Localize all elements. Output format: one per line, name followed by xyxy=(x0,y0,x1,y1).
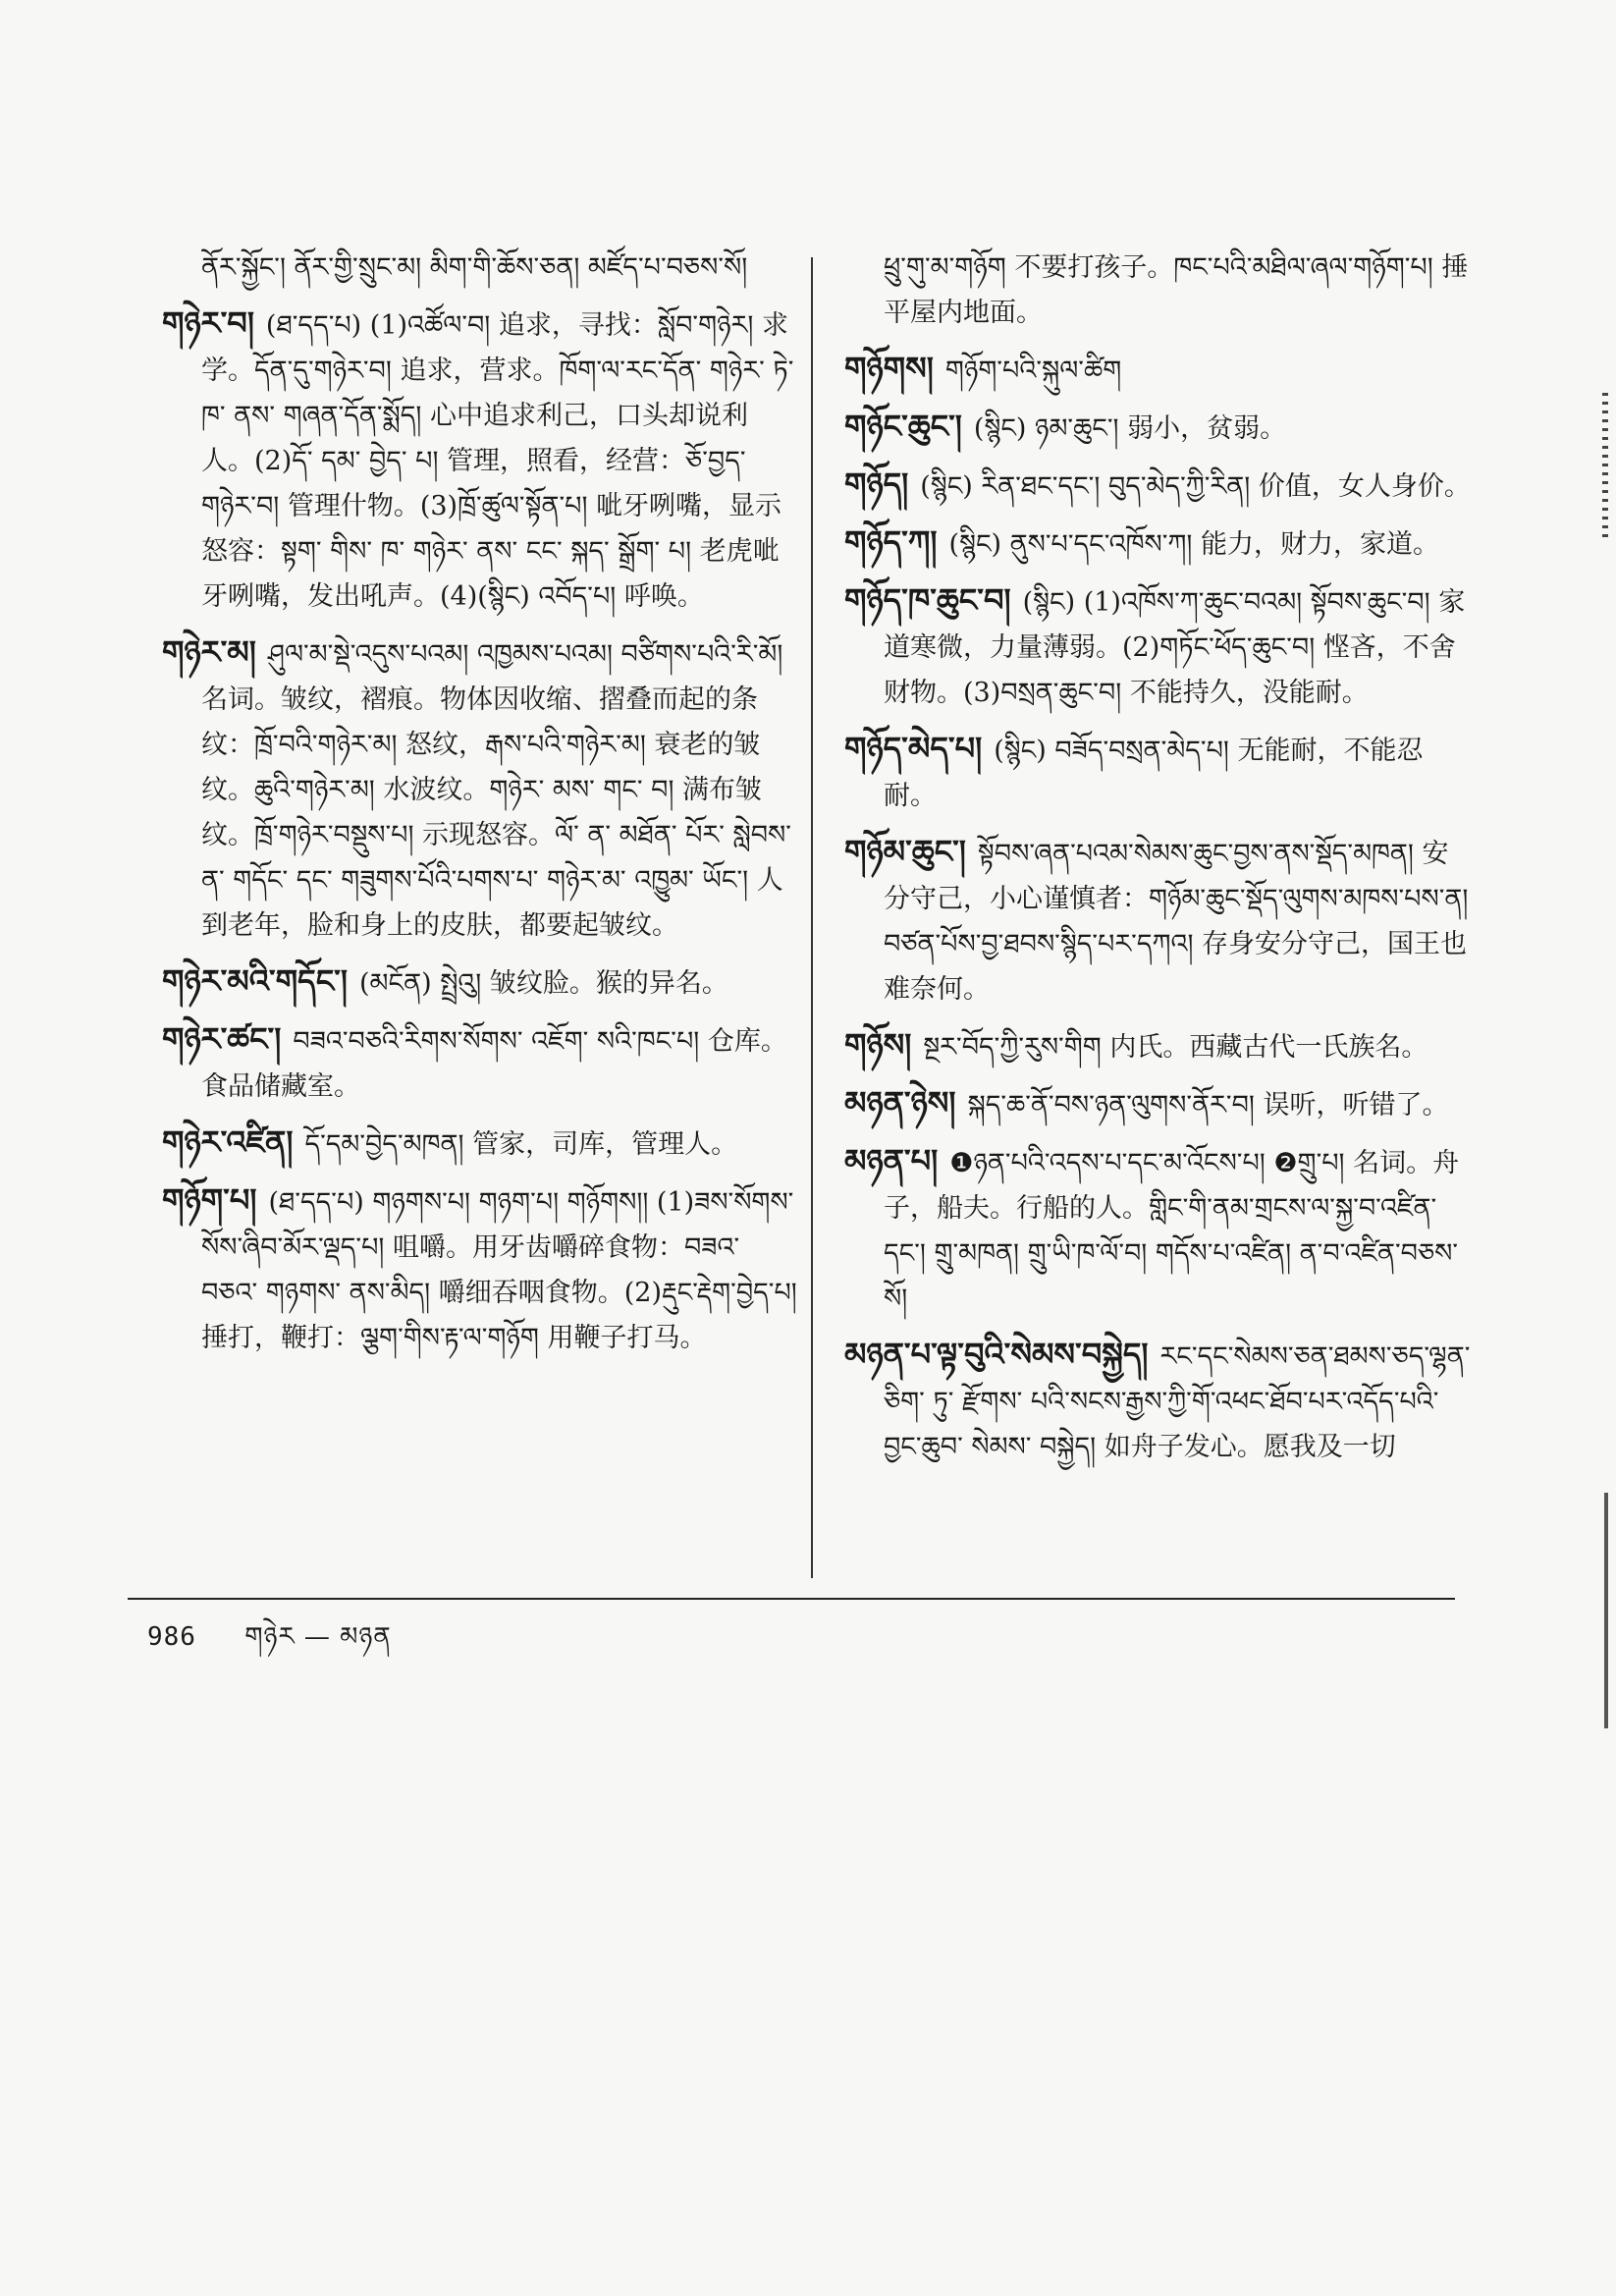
headword: གཉེར་མ། xyxy=(162,633,256,671)
entry-text: སྟོབས་ཞན་པའམ་སེམས་ཆུང་བྱས་ནས་སྡོད་མཁན། 安分守己，小心谨慎者：གཉོམ་ཆུང་སྡོད་ལུགས་མཁས་པས་ན། བཙན་པོས་བྱ་ཐབས་སྙིད་པར་དཀའ། 存身安分守己，国王也难奈何。 xyxy=(884,839,1469,1005)
entry-text: (སྙིང) བཟོད་བསྲན་མེད་པ། 无能耐，不能忍耐。 xyxy=(884,736,1424,811)
left-column xyxy=(162,246,800,1371)
entry-text: ནོར་སྐྱོང་། ནོར་གྱི་སྲུང་མ། མིག་གི་ཆོས་ཅན། མཛོད་པ་བཅས་སོ། xyxy=(201,252,748,283)
headword: གཉོད་ཀ། xyxy=(844,523,938,561)
dictionary-entry xyxy=(162,1120,800,1168)
dictionary-entry xyxy=(844,246,1473,336)
dictionary-entry xyxy=(162,301,800,620)
entry-text: སྔར་བོད་ཀྱི་རུས་གིག 内氏。西藏古代一氏族名。 xyxy=(923,1032,1428,1063)
dictionary-entry xyxy=(844,1080,1473,1128)
dictionary-entry xyxy=(844,726,1473,819)
entry-text: (ཐ་དད་པ) (1)འཚོལ་བ། 追求，寻找：སློབ་གཉེར། 求学。དོན་དུ་གཉེར་བ། 追求，营求。ཁོག་ལ་རང་དོན་ གཉེར་ ཏེ་ ཁ་ ནས་ གཞན་དོན་སྨོད། 心中追求利己，口头却说利人。(2)དོ་ དམ་ བྱེད་ པ། 管理，照看，经营：ཅོ་བྱད་གཉེར་བ། 管理什物。(3)ཁྲོ་ཚུལ་སྟོན་པ། 呲牙咧嘴，显示怒容：སྟག་ གིས་ ཁ་ གཉེར་ ནས་ ངང་ སྐད་ སྒྲོག་ པ། 老虎呲牙咧嘴，发出吼声。(4)(སྙིང) འབོད་པ། 呼唤。 xyxy=(201,310,794,612)
column-divider xyxy=(811,257,813,1578)
entry-text: གཉོག་པའི་སྐུལ་ཚིག xyxy=(944,355,1122,386)
dictionary-entry xyxy=(844,404,1473,452)
running-head-range: གཉེར — མཉན xyxy=(244,1622,392,1652)
headword: གཉོས། xyxy=(844,1026,912,1064)
dictionary-entry xyxy=(162,1177,800,1361)
headword: གཉོག་པ། xyxy=(162,1181,257,1219)
headword: གཉེར་བ། xyxy=(162,304,254,342)
entry-text: (ཐ་དད་པ) གཉགས་པ། གཉག་པ། གཉོགས།། (1)ཟས་སོགས་སོས་ཞིབ་མོར་ལྡད་པ། 咀嚼。用牙齿嚼碎食物：བཟའ་ བཅའ་ གཉགས་ ནས་མིད། 嚼细吞咽食物。(2)རྡུང་རྡེག་བྱེད་པ། 捶打，鞭打：ལྕག་གིས་རྟ་ལ་གཉོག 用鞭子打马。 xyxy=(201,1187,797,1353)
dictionary-entry xyxy=(844,577,1473,716)
dictionary-entry xyxy=(162,1016,800,1110)
dictionary-entry xyxy=(162,629,800,949)
dictionary-entry xyxy=(162,958,800,1007)
entry-text: སྐད་ཆ་ནོ་བས་ཉན་ལུགས་ནོར་བ། 误听，听错了。 xyxy=(967,1090,1449,1121)
headword: གཉོང་ཆུང་། xyxy=(844,408,962,445)
dictionary-entry xyxy=(844,1332,1473,1470)
headword: གཉོད་མེད་པ། xyxy=(844,730,983,767)
entry-text: ཤུལ་མ་སྡེ་འདུས་པའམ། འཁྱམས་པའམ། བཙིགས་པའི་རི་མོ། 名词。皱纹，褶痕。物体因收缩、摺叠而起的条纹：ཁྲོ་བའི་གཉེར་མ། 怒纹，རྒས་པའི་གཉེར་མ། 衰老的皱纹。ཆུའི་གཉེར་མ། 水波纹。གཉེར་ མས་ གང་ བ། 满布皱纹。ཁྲོ་གཉེར་བསྡུས་པ། 示现怒容。ལོ་ ན་ མཐོན་ པོར་ སླེབས་ ན་ གདོང་ དང་ གཟུགས་པོའི་པགས་པ་ གཉེར་མ་ འཁྱུམ་ ཡོང་། 人到老年，脸和身上的皮肤，都要起皱纹。 xyxy=(201,639,791,941)
headword: གཉེར་ཚང་། xyxy=(162,1020,282,1058)
headword: གཉོད་ཁ་ཆུང་བ། xyxy=(844,581,1011,619)
page-number: 986 xyxy=(147,1622,196,1652)
footer-rule xyxy=(128,1598,1455,1600)
entry-text: ཕྲུ་གུ་མ་གཉོག 不要打孩子。ཁང་པའི་མཐིལ་ཞལ་གཉོག་པ། 捶平屋内地面。 xyxy=(884,252,1469,328)
dictionary-entry xyxy=(844,1138,1473,1322)
page-footer xyxy=(147,1609,392,1680)
headword: གཉོགས། xyxy=(844,350,934,387)
entry-text: རང་དང་སེམས་ཅན་ཐམས་ཅད་ལྷན་ ཅིག་ ཏུ་ རྫོགས་ པའི་སངས་རྒྱས་ཀྱི་གོ་འཕང་ཐོབ་པར་འདོད་པའི་བྱང་ཆུབ་ སེམས་ བསྐྱེད། 如舟子发心。愿我及一切 xyxy=(884,1341,1471,1462)
entry-text: (སྙིང) ནུས་པ་དང་འཁོས་ཀ། 能力，财力，家道。 xyxy=(948,529,1439,560)
headword: མཉན་པ། xyxy=(844,1142,939,1179)
headword: གཉོད། xyxy=(844,465,909,503)
headword: མཉན་ཉེས། xyxy=(844,1084,956,1121)
dictionary-entry xyxy=(162,246,800,291)
entry-text: (སྙིང) (1)འཁོས་ཀ་ཆུང་བའམ། སྟོབས་ཆུང་བ། 家道寒微，力量薄弱。(2)གཏོང་ཕོད་ཆུང་བ། 悭吝，不舍财物。(3)བསྲན་ཆུང་བ། 不能持久，没能耐。 xyxy=(884,587,1466,708)
entry-text: དོ་དམ་བྱེད་མཁན། 管家，司库，管理人。 xyxy=(304,1129,738,1160)
dictionary-entry xyxy=(844,519,1473,568)
entry-text: (སྙིང) རིན་ཐང་དང་། བུད་མེད་ཀྱི་རིན། 价值，女人身价。 xyxy=(920,471,1471,502)
dictionary-entry xyxy=(844,1022,1473,1070)
headword: མཉན་པ་ལྟ་བུའི་སེམས་བསྐྱེད། xyxy=(844,1336,1149,1373)
scan-edge-bar xyxy=(1604,1493,1608,1728)
headword: གཉེར་མའི་གདོང་། xyxy=(162,962,348,1000)
entry-text: (མངོན) སྤྲེའུ། 皱纹脸。猴的异名。 xyxy=(359,968,728,999)
dictionary-entry xyxy=(844,462,1473,510)
entry-text: ❶ཉན་པའི་འདས་པ་དང་མ་འོངས་པ། ❷གྲུ་པ། 名词。舟子，船夫。行船的人。གླིང་གི་ནམ་གྲངས་ལ་སྐྱ་བ་འཛིན་དང་། གྲུ་མཁན། གྲུ་ཡི་ཁ་ལོ་བ། གདོས་པ་འཛིན། ན་བ་འཛིན་བཅས་སོ། xyxy=(884,1148,1460,1314)
entry-text: བཟའ་བཅའི་རིགས་སོགས་ འཇོག་ སའི་ཁང་པ། 仓库。食品储藏室。 xyxy=(201,1026,787,1102)
dictionary-entry xyxy=(844,829,1473,1012)
entry-text: (སྙིང) ཉམ་ཆུང་། 弱小，贫弱。 xyxy=(973,413,1287,444)
headword: གཉོམ་ཆུང་། xyxy=(844,833,966,870)
headword: གཉེར་འཛིན། xyxy=(162,1123,294,1161)
scan-edge-marks xyxy=(1602,393,1608,540)
dictionary-entry xyxy=(844,346,1473,394)
right-column xyxy=(844,246,1473,1480)
